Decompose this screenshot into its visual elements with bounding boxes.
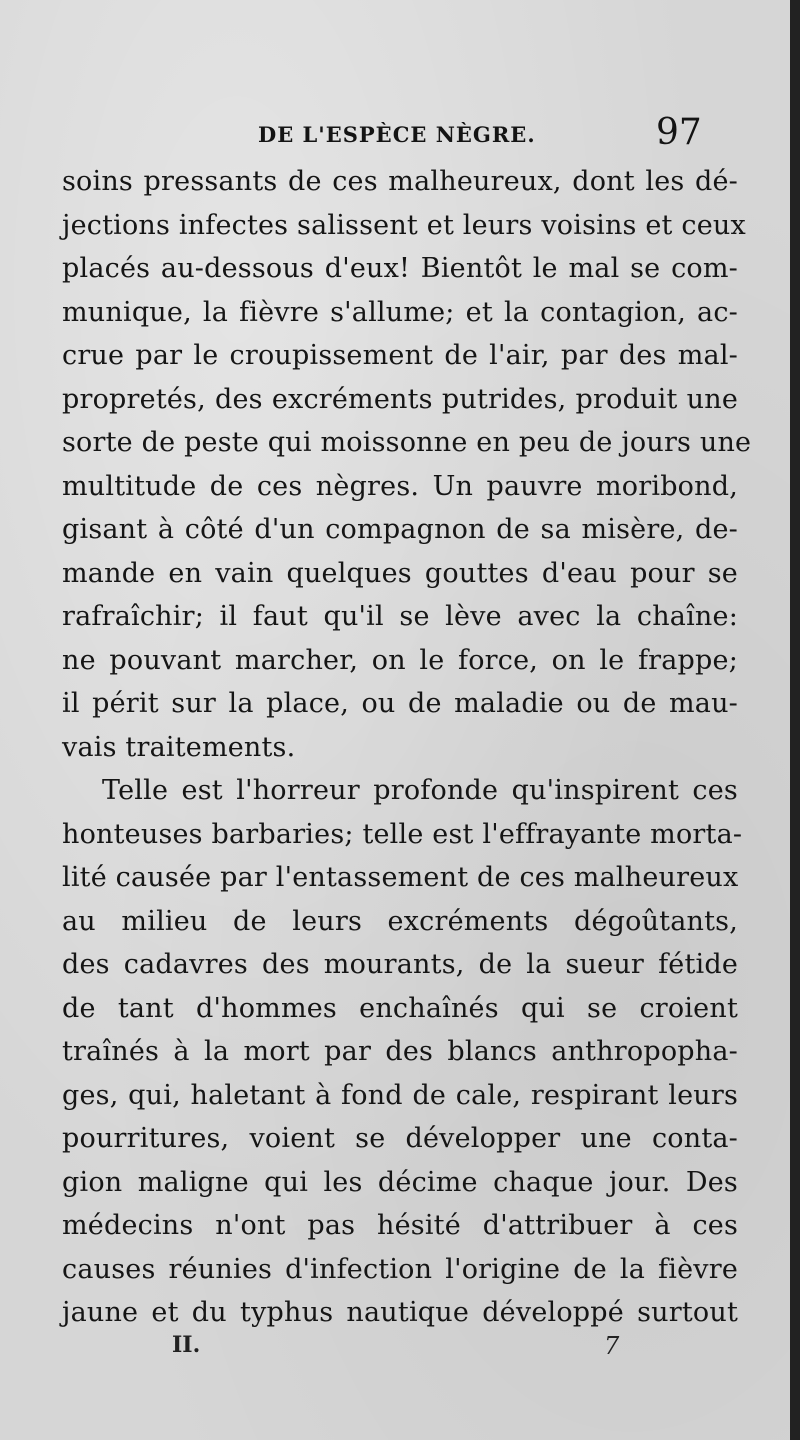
running-title: DE L'ESPÈCE NÈGRE.: [258, 122, 536, 147]
signature-number: 7: [604, 1332, 620, 1360]
paragraph-1: [62, 160, 752, 769]
text-line: jections infectes salissent et leurs voisins et ceux: [62, 209, 746, 241]
text-line: au milieu de leurs excréments dégoûtants,: [62, 905, 738, 937]
page-edge: [790, 0, 800, 1440]
text-line: vais traitements.: [62, 731, 296, 763]
text-line: ne pouvant marcher, on le force, on le frappe;: [62, 644, 738, 676]
text-line: Telle est l'horreur profonde qu'inspirent ces: [102, 775, 738, 806]
signature-volume: II.: [172, 1332, 201, 1358]
text-line: pourritures, voient se développer une conta-: [62, 1123, 738, 1154]
text-line: il périt sur la place, ou de maladie ou de mau-: [62, 688, 738, 719]
text-line: munique, la fièvre s'allume; et la contagion, ac-: [62, 296, 738, 328]
text-line: sorte de peste qui moissonne en peu de jours une: [62, 427, 752, 458]
text-line: honteuses barbaries; telle est l'effrayante morta-: [62, 818, 743, 850]
text-line: des cadavres des mourants, de la sueur fétide: [62, 949, 738, 980]
text-line: placés au-dessous d'eux! Bientôt le mal se com-: [62, 253, 738, 284]
text-line: traînés à la mort par des blancs anthropopha-: [62, 1036, 738, 1067]
text-line: crue par le croupissement de l'air, par des mal-: [62, 340, 738, 371]
text-line: rafraîchir; il faut qu'il se lève avec la chaîne:: [62, 601, 738, 632]
text-line: de tant d'hommes enchaînés qui se croient: [62, 992, 738, 1024]
page-number: 97: [656, 112, 702, 153]
running-head: [0, 112, 790, 158]
text-line: médecins n'ont pas hésité d'attribuer à ces: [62, 1210, 738, 1241]
text-line: gisant à côté d'un compagnon de sa misère, de-: [62, 514, 738, 545]
text-line: gion maligne qui les décime chaque jour. Des: [62, 1166, 738, 1198]
page-footer: [0, 1332, 790, 1372]
text-line: soins pressants de ces malheureux, dont les dé-: [62, 166, 738, 197]
text-line: ges, qui, haletant à fond de cale, respirant leurs: [62, 1079, 738, 1111]
text-line: mande en vain quelques gouttes d'eau pour se: [62, 557, 738, 589]
text-line: lité causée par l'entassement de ces malheureux: [62, 862, 739, 893]
text-line: multitude de ces nègres. Un pauvre moribond,: [62, 470, 738, 502]
text-block: [62, 160, 752, 1335]
paragraph-2: [62, 769, 743, 1335]
text-line: causes réunies d'infection l'origine de la fièvre: [62, 1253, 738, 1285]
text-line: propretés, des excréments putrides, produit une: [62, 383, 738, 415]
text-line: jaune et du typhus nautique développé surtout: [62, 1297, 738, 1328]
